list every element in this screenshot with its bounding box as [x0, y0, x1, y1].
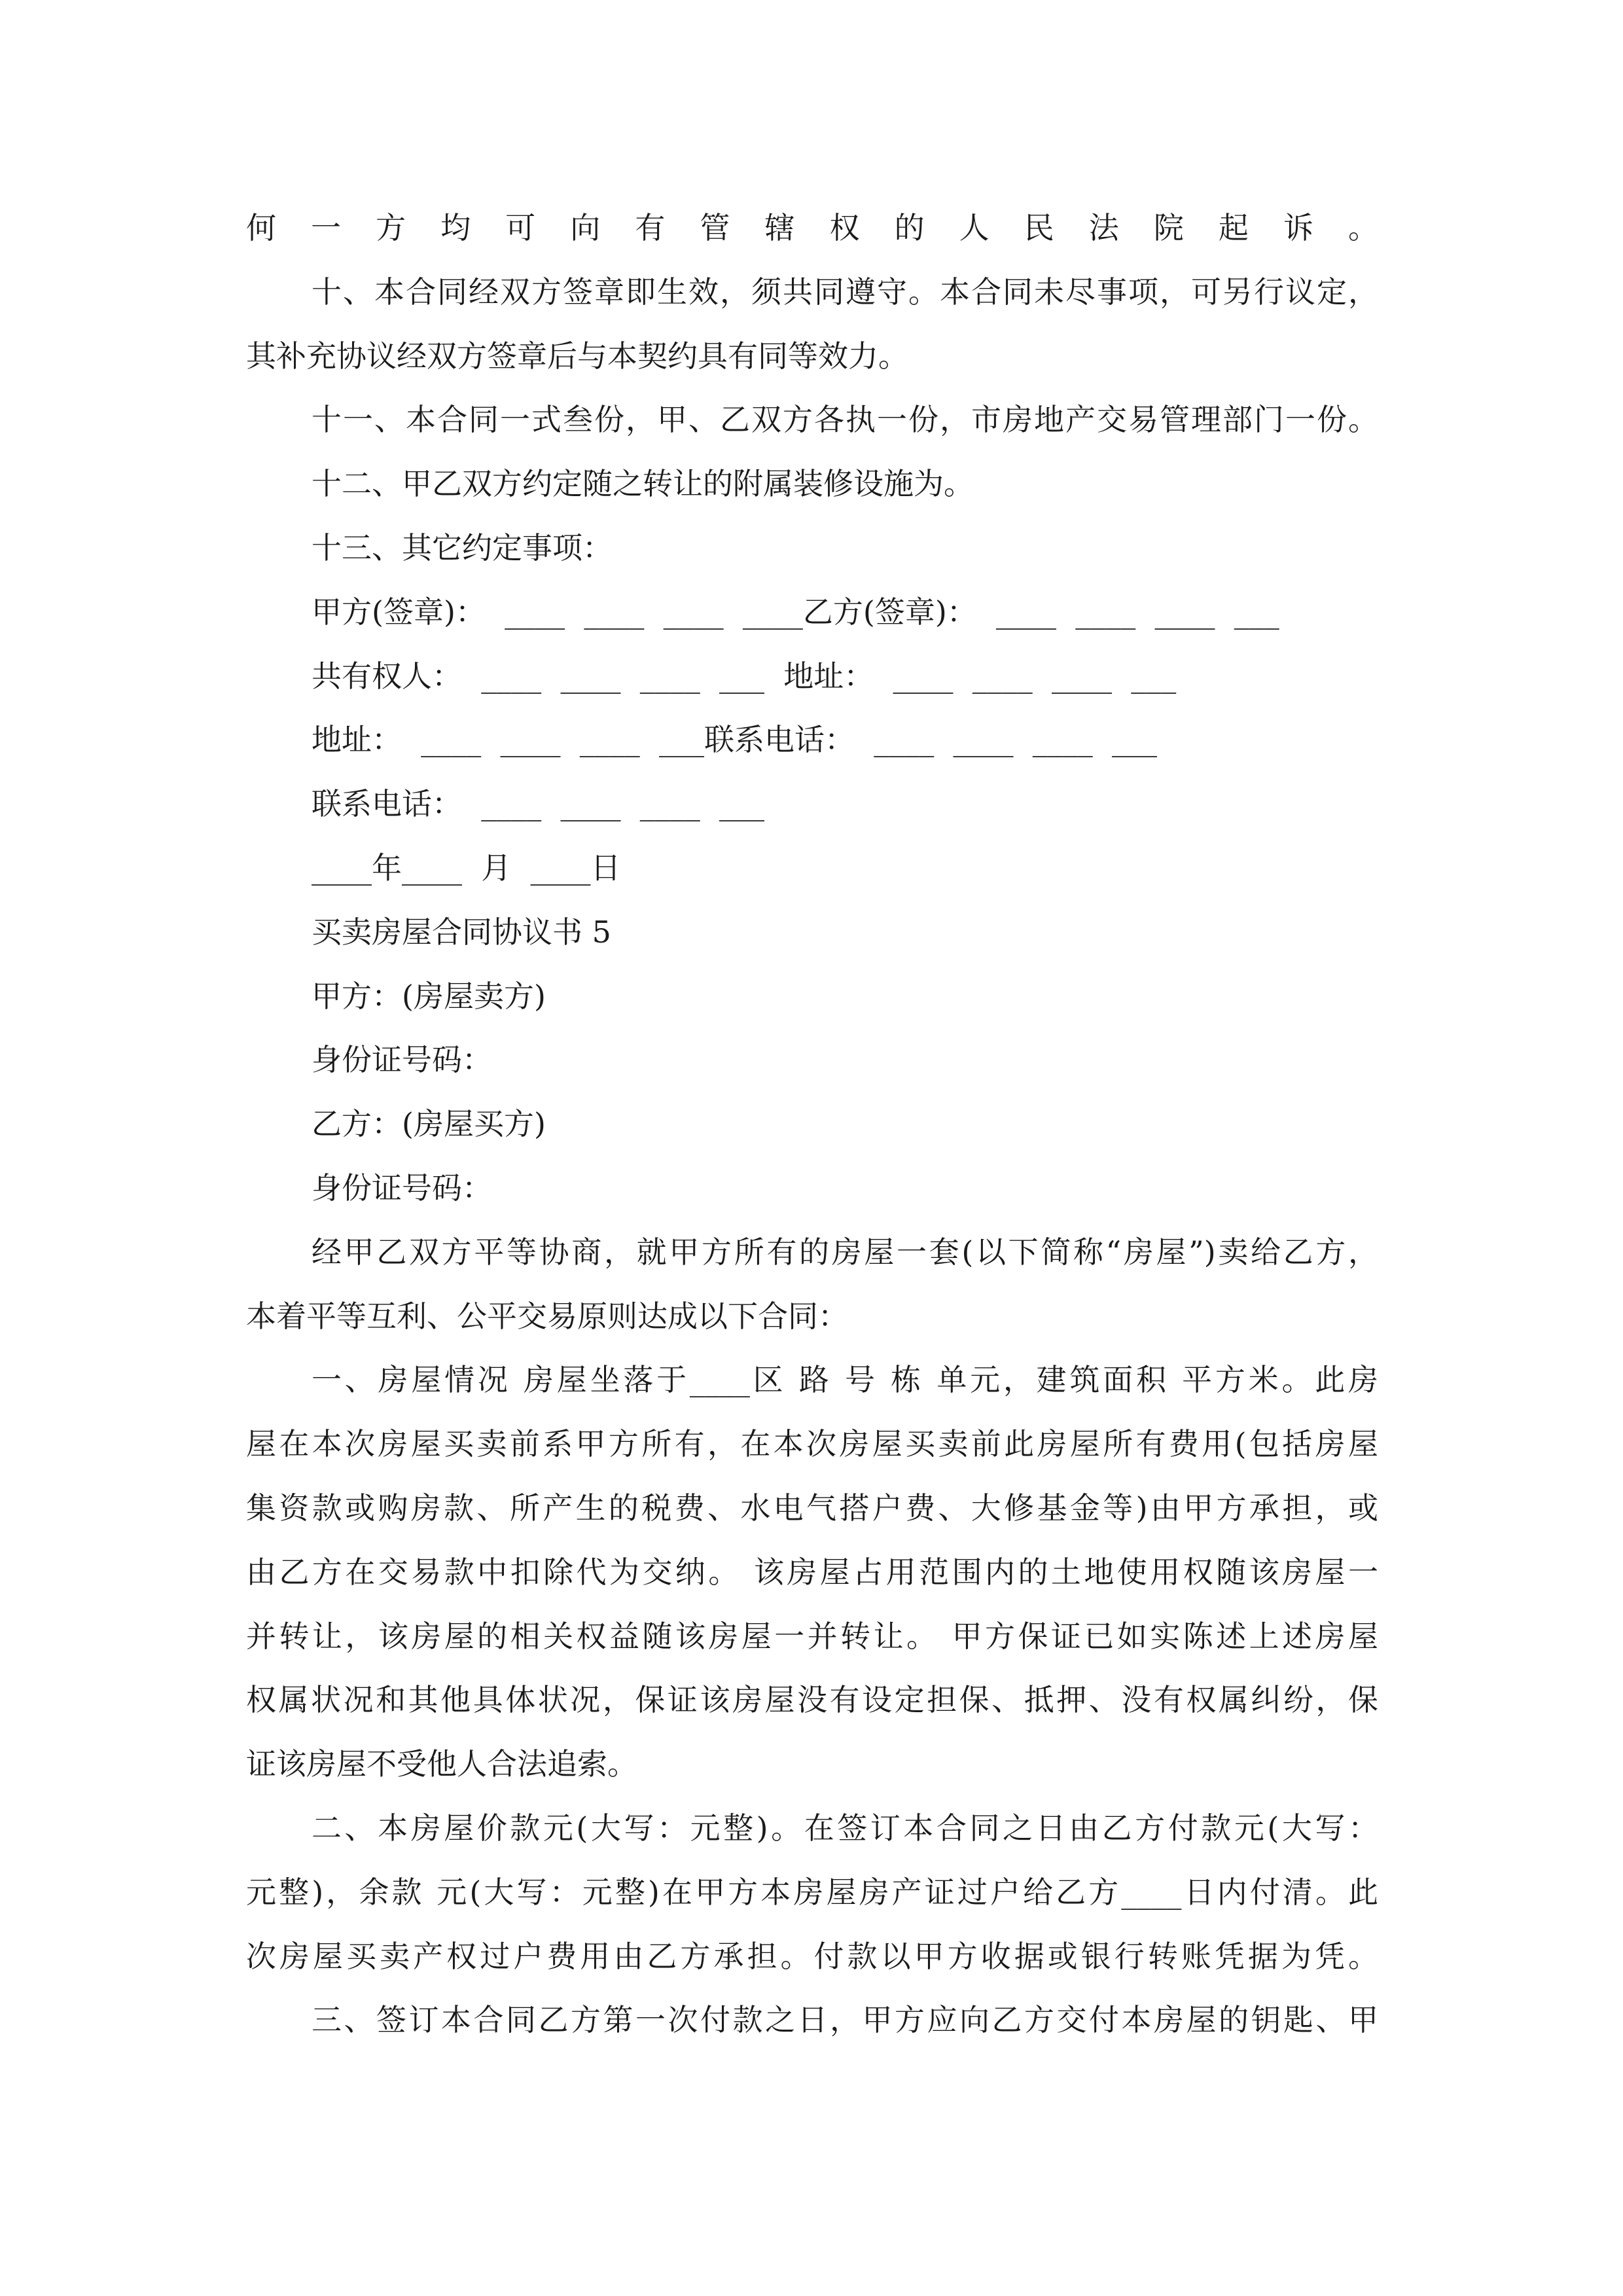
signature-line-phone: 联系电话： ____ ____ ____ ___ — [312, 786, 764, 822]
party-b-id-label: 身份证号码： — [312, 1170, 492, 1206]
text-line-6: 十三、其它约定事项： — [312, 529, 613, 565]
clause-1-line-5: 并转让，该房屋的相关权益随该房屋一并转让。 甲方保证已如实陈述上述房屋 — [246, 1618, 1378, 1654]
clause-2-line-3: 次房屋买卖产权过户费用由乙方承担。付款以甲方收据或银行转账凭据为凭。 — [246, 1938, 1378, 1974]
clause-1-line-4: 由乙方在交易款中扣除代为交纳。 该房屋占用范围内的土地使用权随该房屋一 — [246, 1554, 1378, 1590]
clause-2-line-1: 二、本房屋价款元(大写：元整)。在签订本合同之日由乙方付款元(大写： — [312, 1810, 1378, 1846]
document-body — [246, 196, 1378, 2053]
party-a-label: 甲方：(房屋卖方) — [312, 978, 546, 1014]
clause-1-line-2: 屋在本次房屋买卖前系甲方所有，在本次房屋买卖前此房屋所有费用(包括房屋 — [246, 1426, 1378, 1462]
text-line-5: 十二、甲乙双方约定随之转让的附属装修设施为。 — [312, 466, 974, 502]
text-line-17: 经甲乙双方平等协商，就甲方所有的房屋一套(以下简称“房屋”)卖给乙方， — [312, 1234, 1378, 1270]
signature-line-party-a-b: 甲方(签章)： ____ ____ ____ ____乙方(签章)： ____ ____ ____ ___ — [312, 594, 1279, 630]
party-a-id-label: 身份证号码： — [312, 1042, 492, 1078]
party-b-label: 乙方：(房屋买方) — [312, 1106, 546, 1142]
date-line: ____年____ 月 ____日 — [312, 850, 621, 886]
clause-1-line-7: 证该房屋不受他人合法追索。 — [246, 1746, 637, 1782]
clause-2-line-2: 元整)，余款 元(大写：元整)在甲方本房屋房产证过户给乙方____日内付清。此 — [246, 1874, 1378, 1910]
clause-1-line-1: 一、房屋情况 房屋坐落于____区 路 号 栋 单元，建筑面积 平方米。此房 — [312, 1362, 1378, 1398]
text-line-2: 十、本合同经双方签章即生效，须共同遵守。本合同未尽事项，可另行议定， — [312, 274, 1378, 310]
signature-line-co-owner: 共有权人： ____ ____ ____ ___ 地址： ____ ____ ____ ___ — [312, 658, 1177, 694]
clause-3-line-1: 三、签订本合同乙方第一次付款之日，甲方应向乙方交付本房屋的钥匙、甲 — [312, 2002, 1378, 2038]
clause-1-line-3: 集资款或购房款、所产生的税费、水电气搭户费、大修基金等)由甲方承担，或 — [246, 1490, 1378, 1526]
clause-1-line-6: 权属状况和其他具体状况，保证该房屋没有设定担保、抵押、没有权属纠纷，保 — [246, 1682, 1378, 1718]
text-line-18: 本着平等互利、公平交易原则达成以下合同： — [246, 1298, 848, 1334]
text-line-4: 十一、本合同一式叁份，甲、乙双方各执一份，市房地产交易管理部门一份。 — [312, 402, 1378, 438]
section-title: 买卖房屋合同协议书 5 — [312, 914, 611, 950]
signature-line-address: 地址： ____ ____ ____ ___联系电话： ____ ____ ____ ___ — [312, 722, 1157, 758]
text-line-3: 其补充协议经双方签章后与本契约具有同等效力。 — [246, 338, 908, 374]
text-line-1: 何一方均可向有管辖权的人民法院起诉。 — [246, 210, 1378, 245]
